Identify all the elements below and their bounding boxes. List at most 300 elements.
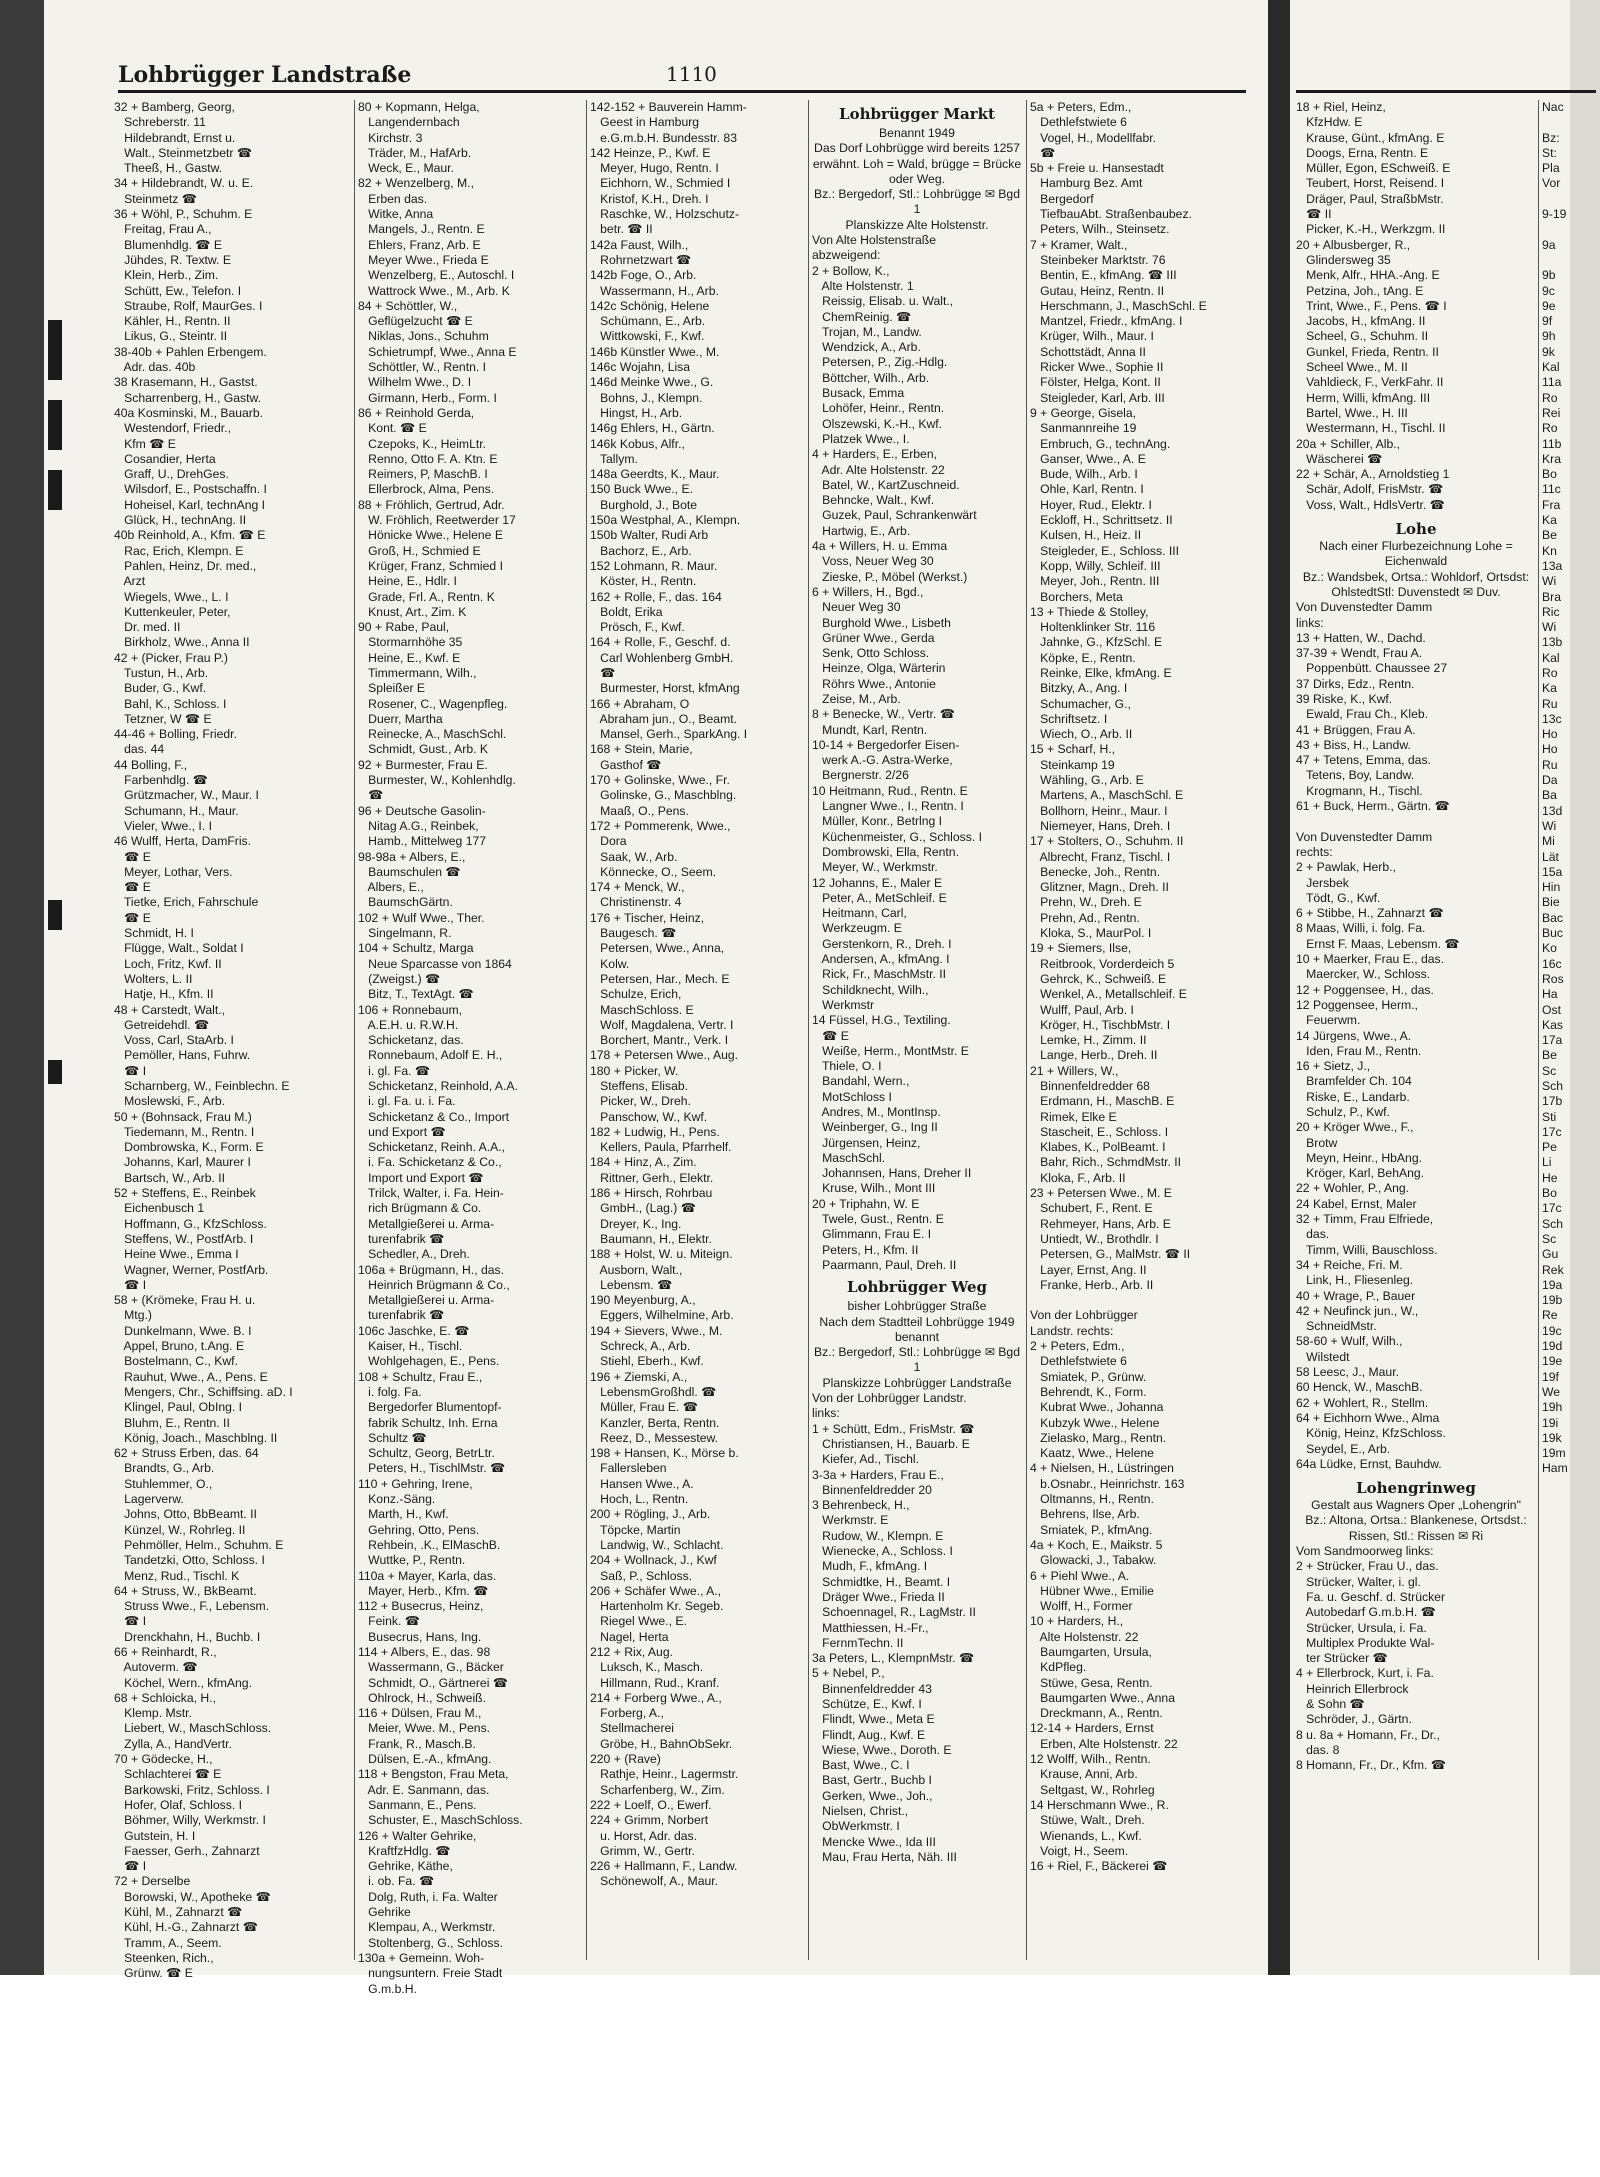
directory-entry: 50 + (Bohnsack, Frau M.) — [114, 1109, 252, 1124]
directory-entry: MaschSchl. — [812, 1150, 886, 1165]
directory-entry: Johannsen, Hans, Dreher II — [812, 1166, 972, 1181]
directory-entry: Multiplex Produkte Wal- — [1296, 1635, 1435, 1650]
directory-entry: Pe — [1542, 1140, 1557, 1155]
column-divider — [1026, 100, 1027, 1960]
directory-entry: 168 + Stein, Marie, — [590, 742, 693, 757]
directory-entry: Duerr, Martha — [358, 711, 443, 726]
directory-entry: Schulze, Erich, — [590, 987, 682, 1002]
directory-entry: Hönicke Wwe., Helene E — [358, 528, 503, 543]
directory-entry: 182 + Ludwig, H., Pens. — [590, 1124, 720, 1139]
directory-entry: Westendorf, Friedr., — [114, 421, 231, 436]
directory-entry: KfzHdw. E — [1296, 115, 1363, 130]
directory-entry: Kloka, S., MaurPol. I — [1030, 926, 1152, 941]
directory-entry: MotSchloss I — [812, 1089, 892, 1104]
directory-entry: Nitag A.G., Reinbek, — [358, 818, 479, 833]
directory-entry: 19 + Siemers, Ilse, — [1030, 941, 1132, 956]
directory-entry: 2 + Peters, Edm., — [1030, 1339, 1125, 1354]
directory-entry: Adr. Alte Holstenstr. 22 — [812, 462, 945, 477]
column-4 — [812, 100, 1022, 1960]
directory-entry: Prehn, Ad., Rentn. — [1030, 910, 1140, 925]
directory-entry: Spleißer E — [358, 681, 426, 696]
directory-entry: Scharnberg, W., Feinblechn. E — [114, 1079, 290, 1093]
directory-entry: Könnecke, O., Seem. — [590, 864, 716, 879]
directory-entry: Eckloff, H., Schrittsetz. II — [1030, 513, 1173, 528]
directory-entry: & Sohn ☎ — [1296, 1696, 1365, 1711]
directory-entry: Dräger, Paul, StraßbMstr. — [1296, 191, 1444, 206]
directory-entry: Wagner, Werner, PostfArb. — [114, 1262, 269, 1277]
directory-entry: Pahlen, Heinz, Dr. med., — [114, 558, 257, 573]
column-7-cropped — [1542, 100, 1572, 1960]
directory-entry: Teubert, Horst, Reisend. I — [1296, 176, 1445, 191]
directory-entry: Pemöller, Hans, Fuhrw. — [114, 1048, 251, 1063]
directory-entry: Ricker Wwe., Sophie II — [1030, 360, 1164, 375]
directory-entry: 19c — [1542, 1323, 1562, 1338]
directory-entry: Mayer, Herb., Kfm. ☎ — [358, 1583, 489, 1598]
directory-entry: Binnenfeldredder 43 — [812, 1681, 932, 1696]
directory-entry: 60 Henck, W., MaschB. — [1296, 1380, 1423, 1395]
directory-entry: 84 + Schöttler, W., — [358, 298, 458, 313]
directory-entry: Witke, Anna — [358, 207, 434, 222]
directory-entry: nungsuntern. Freie Stadt — [358, 1966, 503, 1981]
directory-entry: Da — [1542, 773, 1558, 788]
directory-entry: Wendzick, A., Arb. — [812, 340, 921, 355]
directory-entry: Behrens, Ilse, Arb. — [1030, 1507, 1140, 1522]
directory-entry: 20a + Schiller, Alb., — [1296, 436, 1400, 451]
directory-entry: Rohrnetzwart ☎ — [590, 252, 692, 267]
directory-entry: Krause, Anni, Arb. — [1030, 1767, 1138, 1782]
directory-entry: 142-152 + Bauverein Hamm- — [590, 100, 747, 114]
directory-entry: 61 + Buck, Herm., Gärtn. ☎ — [1296, 799, 1450, 814]
directory-entry: Gröbe, H., BahnObSekr. — [590, 1736, 733, 1751]
directory-entry: Burmester, Horst, kfmAng — [590, 681, 740, 696]
directory-entry: Jürgensen, Heinz, — [812, 1135, 921, 1150]
directory-entry: das. — [1296, 1227, 1330, 1242]
directory-entry: Erben das. — [358, 191, 428, 206]
directory-entry: Baumann, H., Elektr. — [590, 1231, 712, 1246]
directory-entry: 1 + Schütt, Edm., FrisMstr. ☎ — [812, 1421, 975, 1436]
directory-entry: Schümann, E., Arb. — [590, 314, 706, 329]
directory-entry: Schreck, A., Arb. — [590, 1339, 691, 1354]
directory-entry: Westermann, H., Tischl. II — [1296, 421, 1446, 436]
directory-entry: Klemp. Mstr. — [114, 1706, 192, 1721]
directory-entry: 12-14 + Harders, Ernst — [1030, 1721, 1154, 1736]
directory-entry: 226 + Hallmann, F., Landw. — [590, 1859, 738, 1874]
directory-entry: Busack, Emma — [812, 386, 905, 401]
directory-entry: Theeß, H., Gastw. — [114, 161, 223, 176]
directory-entry: Mundt, Karl, Rentn. — [812, 722, 928, 737]
directory-entry: Birkholz, Wwe., Anna II — [114, 635, 250, 650]
directory-entry: Borchers, Meta — [1030, 589, 1123, 604]
directory-entry: Albers, E., — [358, 880, 424, 895]
directory-entry: Paarmann, Paul, Dreh. II — [812, 1257, 957, 1272]
directory-entry: Steinkamp 19 — [1030, 757, 1115, 772]
directory-entry: 8 + Benecke, W., Vertr. ☎ — [812, 707, 955, 722]
column-1 — [114, 100, 350, 1981]
directory-entry: Schedler, A., Dreh. — [358, 1247, 470, 1262]
directory-entry: Niklas, Jons., Schuhm — [358, 329, 489, 344]
directory-entry: Renno, Otto F. A. Ktn. E — [358, 451, 498, 466]
directory-entry: 36 + Wöhl, P., Schuhm. E — [114, 207, 253, 222]
directory-entry: Bergnerstr. 2/26 — [812, 768, 909, 783]
directory-entry: 142a Faust, Wilh., — [590, 237, 689, 252]
directory-entry: 40a Kosminski, M., Bauarb. — [114, 405, 264, 420]
directory-entry: 146g Ehlers, H., Gärtn. — [590, 421, 715, 436]
directory-entry: 19a — [1542, 1277, 1563, 1292]
directory-entry: Frank, R., Masch.B. — [358, 1736, 476, 1751]
directory-entry: Mengers, Chr., Schiffsing. aD. I — [114, 1384, 293, 1399]
directory-entry — [1542, 192, 1572, 207]
directory-entry: 14 Füssel, H.G., Textiling. — [812, 1013, 951, 1028]
directory-entry: Gutstein, H. I — [114, 1828, 196, 1843]
directory-entry: Wiese, Wwe., Doroth. E — [812, 1742, 952, 1757]
directory-entry: Wiech, O., Arb. II — [1030, 727, 1133, 742]
directory-entry: FernmTechn. II — [812, 1635, 904, 1650]
directory-entry: Marth, H., Kwf. — [358, 1507, 449, 1522]
directory-entry: 17 + Stolters, O., Schuhm. II — [1030, 834, 1184, 849]
directory-entry: Menz, Rud., Tischl. K — [114, 1568, 240, 1583]
directory-entry: Neue Sparcasse von 1864 — [358, 956, 512, 971]
directory-entry: Schlachterei ☎ E — [114, 1767, 222, 1782]
directory-entry: Cosandier, Herta — [114, 451, 216, 466]
directory-entry: Bartel, Wwe., H. III — [1296, 405, 1408, 420]
directory-entry: 41 + Brüggen, Frau A. — [1296, 722, 1416, 737]
directory-entry: Bartsch, W., Arb. II — [114, 1170, 226, 1185]
directory-entry: Tetens, Boy, Landw. — [1296, 768, 1415, 783]
directory-entry: Tramm, A., Seem. — [114, 1935, 222, 1950]
directory-entry: Bramfelder Ch. 104 — [1296, 1074, 1412, 1089]
directory-entry: Seydel, E., Arb. — [1296, 1441, 1391, 1456]
directory-entry: Saß, P., Schloss. — [590, 1568, 693, 1583]
directory-entry: König, Heinz, KfzSchloss. — [1296, 1426, 1446, 1441]
directory-entry: Schär, Adolf, FrisMstr. ☎ — [1296, 482, 1444, 497]
directory-entry: Strücker, Ursula, i. Fa. — [1296, 1620, 1427, 1635]
directory-entry: Luksch, K., Masch. — [590, 1660, 704, 1675]
directory-entry: Wilsdorf, E., Postschaffn. I — [114, 482, 267, 497]
directory-entry: Flindt, Wwe., Meta E — [812, 1712, 935, 1727]
directory-entry: 6 + Piehl Wwe., A. — [1030, 1568, 1130, 1583]
directory-entry: Carl Wohlenberg GmbH. — [590, 650, 734, 665]
directory-entry: 80 + Kopmann, Helga, — [358, 100, 480, 114]
directory-entry: 152 Lohmann, R. Maur. — [590, 558, 718, 573]
directory-entry: Iden, Frau M., Rentn. — [1296, 1043, 1422, 1058]
directory-entry — [1030, 1293, 1252, 1308]
directory-entry: Wuttke, P., Rentn. — [358, 1553, 466, 1568]
directory-entry: Boldt, Erika — [590, 604, 663, 619]
directory-entry: 34 + Hildebrandt, W. u. E. — [114, 176, 254, 191]
directory-entry: Schicketanz, das. — [358, 1033, 464, 1048]
street-note: Bz.: Bergedorf, Stl.: Lohbrügge ✉ Bgd 1 — [813, 1345, 1020, 1375]
directory-entry: Be — [1542, 528, 1557, 543]
directory-entry: Appel, Bruno, t.Ang. E — [114, 1339, 245, 1354]
directory-entry: ☎ E — [114, 910, 151, 925]
directory-entry: Töpcke, Martin — [590, 1522, 681, 1537]
street-note: Nach einer Flurbezeichnung Lohe = Eichenwald — [1319, 539, 1513, 569]
directory-entry: Autoverm. ☎ — [114, 1660, 198, 1675]
directory-entry: 198 + Hansen, K., Mörse b. — [590, 1446, 739, 1461]
directory-entry: W. Fröhlich, Reetwerder 17 — [358, 513, 516, 528]
directory-entry: Heine, E., Kwf. E — [358, 650, 461, 665]
directory-entry: Brotw — [1296, 1135, 1338, 1150]
directory-entry: Platzek Wwe., I. — [812, 431, 910, 446]
directory-entry: 2 + Strücker, Frau U., das. — [1296, 1559, 1439, 1574]
directory-entry: rich Brügmann & Co. — [358, 1201, 482, 1216]
directory-entry: 42 + (Picker, Frau P.) — [114, 650, 228, 665]
directory-entry: ☎ I — [114, 1277, 147, 1292]
directory-entry: Sch — [1542, 1079, 1564, 1093]
directory-entry: Autobedarf G.m.b.H. ☎ — [1296, 1605, 1436, 1620]
directory-entry: 108 + Schultz, Frau E., — [358, 1369, 483, 1384]
directory-entry: Embruch, G., technAng. — [1030, 436, 1171, 451]
directory-entry: 150a Westphal, A., Klempn. — [590, 513, 741, 528]
directory-entry: 10 + Harders, H., — [1030, 1614, 1124, 1629]
directory-entry: Wi — [1542, 620, 1557, 635]
directory-entry: Vieler, Wwe., I. I — [114, 818, 212, 833]
directory-entry: Ronnebaum, Adolf E. H., — [358, 1048, 503, 1063]
directory-entry: 146c Wojahn, Lisa — [590, 360, 691, 375]
directory-entry: Tetzner, W ☎ E — [114, 711, 212, 726]
directory-entry: Köster, H., Rentn. — [590, 574, 697, 589]
directory-entry: Wulff, Paul, Arb. I — [1030, 1002, 1134, 1017]
directory-entry: links: — [1296, 615, 1324, 630]
directory-entry: Peters, H., TischlMstr. ☎ — [358, 1461, 506, 1476]
directory-entry: Wi — [1542, 818, 1557, 833]
directory-entry: 4a + Willers, H. u. Emma — [812, 539, 948, 554]
directory-entry: 8 u. 8a + Homann, Fr., Dr., — [1296, 1727, 1440, 1742]
directory-entry: Schoennagel, R., LagMstr. II — [812, 1605, 976, 1620]
directory-entry: 20 + Kröger Wwe., F., — [1296, 1120, 1414, 1135]
directory-entry: Tandetzki, Otto, Schloss. I — [114, 1553, 265, 1568]
directory-entry: Erben, Alte Holstenstr. 22 — [1030, 1736, 1178, 1751]
directory-entry: 19k — [1542, 1430, 1562, 1445]
directory-entry: Schildknecht, Wilh., — [812, 982, 929, 997]
directory-entry: Raschke, W., Holzschutz- — [590, 207, 739, 222]
directory-entry: 3a Peters, L., KlempnMstr. ☎ — [812, 1651, 975, 1666]
directory-entry: Dr. med. II — [114, 620, 181, 635]
directory-entry: Scheel Wwe., M. II — [1296, 360, 1408, 375]
directory-entry: Knust, Art., Zim. K — [358, 604, 467, 619]
directory-entry: Lät — [1542, 849, 1559, 864]
directory-entry: Hübner Wwe., Emilie — [1030, 1583, 1154, 1598]
directory-entry: 14 Herschmann Wwe., R. — [1030, 1797, 1169, 1812]
directory-entry: Wittkowski, F., Kwf. — [590, 329, 705, 344]
directory-entry: Heinrich Brügmann & Co., — [358, 1277, 510, 1292]
directory-entry: Petersen, G., MalMstr. ☎ II — [1030, 1247, 1191, 1262]
directory-entry: Meyer, Joh., Rentn. III — [1030, 574, 1160, 589]
directory-entry: Ohlrock, H., Schweiß. — [358, 1690, 486, 1705]
directory-entry: Ko — [1542, 941, 1557, 956]
directory-entry: 10-14 + Bergedorfer Eisen- — [812, 737, 960, 752]
directory-entry: 15 + Scharf, H., — [1030, 742, 1116, 757]
directory-entry: Schottstädt, Anna II — [1030, 344, 1146, 359]
directory-entry: G.m.b.H. — [358, 1981, 417, 1996]
header-rule-facing — [1296, 90, 1596, 93]
directory-entry: Batel, W., KartZuschneid. — [812, 477, 960, 492]
street-note: Gestalt aus Wagners Oper „Lohengrin" — [1311, 1498, 1521, 1513]
directory-entry: Bz: — [1542, 130, 1560, 145]
directory-entry: Bohns, J., Klempn. — [590, 390, 703, 405]
directory-entry: 126 + Walter Gehrike, — [358, 1828, 477, 1843]
directory-entry: Ost — [1542, 1002, 1561, 1017]
directory-entry: 82 + Wenzelberg, M., — [358, 176, 474, 191]
directory-entry: Blumenhdlg. ☎ E — [114, 237, 222, 252]
street-note: Bz.: Bergedorf, Stl.: Lohbrügge ✉ Bgd 1 — [813, 187, 1020, 217]
directory-entry: Ba — [1542, 788, 1557, 803]
directory-entry: KdPfleg. — [1030, 1660, 1087, 1675]
directory-entry: Schulz, P., Kwf. — [1296, 1105, 1390, 1119]
directory-entry: Kirchstr. 3 — [358, 130, 423, 145]
directory-entry: Buc — [1542, 926, 1564, 941]
directory-entry: und Export ☎ — [358, 1124, 446, 1139]
directory-entry: 9h — [1542, 329, 1556, 344]
directory-entry: 220 + (Rave) — [590, 1752, 661, 1767]
directory-entry: Untiedt, W., Brothdlr. I — [1030, 1231, 1159, 1246]
directory-entry: Kolw. — [590, 956, 630, 971]
directory-entry: 47 + Tetens, Emma, das. — [1296, 753, 1431, 768]
directory-entry: 39 Riske, K., Kwf. — [1296, 691, 1393, 706]
directory-entry: 184 + Hinz, A., Zim. — [590, 1155, 697, 1170]
directory-entry: Schröder, J., Gärtn. — [1296, 1712, 1412, 1727]
directory-entry: Bollhorn, Heinr., Maur. I — [1030, 803, 1168, 818]
directory-entry: Dethlefstwiete 6 — [1030, 115, 1127, 130]
directory-entry: Prehn, W., Dreh. E — [1030, 895, 1142, 910]
directory-entry: 9b — [1542, 268, 1556, 283]
directory-entry: Ro — [1542, 390, 1558, 405]
directory-entry: i. gl. Fa. ☎ — [358, 1063, 431, 1078]
directory-entry: Panschow, W., Kwf. — [590, 1109, 708, 1124]
directory-entry: Lemke, H., Zimm. II — [1030, 1033, 1147, 1048]
directory-entry: 58-60 + Wulf, Wilh., — [1296, 1334, 1403, 1349]
directory-entry: 98-98a + Albers, E., — [358, 849, 466, 864]
directory-entry: Lebensm. ☎ — [590, 1277, 673, 1292]
column-5 — [1030, 100, 1252, 1960]
directory-entry: ☎ E — [812, 1028, 849, 1043]
directory-entry: Ro — [1542, 665, 1558, 680]
directory-entry: abzweigend: — [812, 248, 881, 263]
directory-entry: turenfabrik ☎ — [358, 1231, 445, 1246]
directory-entry: Thiele, O. I — [812, 1059, 882, 1074]
directory-entry: Von der Lohbrügger — [1030, 1308, 1138, 1323]
directory-entry: Abraham jun., O., Beamt. — [590, 711, 737, 726]
directory-entry: Werkzeugm. E — [812, 921, 902, 936]
directory-entry: Jahnke, G., KfzSchl. E — [1030, 635, 1163, 650]
directory-entry: MaschSchloss. E — [590, 1002, 694, 1017]
directory-entry: Schütze, E., Kwf. I — [812, 1696, 922, 1711]
directory-entry: Binnenfeldredder 68 — [1030, 1079, 1150, 1093]
directory-entry: 162 + Rolle, F., das. 164 — [590, 589, 722, 604]
directory-entry: Peters, H., Kfm. II — [812, 1242, 919, 1257]
directory-entry: 8 Maas, Willi, i. folg. Fa. — [1296, 921, 1426, 936]
directory-entry: Nac — [1542, 100, 1564, 114]
directory-entry: Konz.-Säng. — [358, 1492, 436, 1507]
directory-entry: Poppenbütt. Chaussee 27 — [1296, 661, 1448, 676]
directory-entry: Vor — [1542, 176, 1561, 191]
directory-entry: turenfabrik ☎ — [358, 1308, 445, 1323]
directory-entry: 9e — [1542, 298, 1556, 313]
directory-entry: 106c Jaschke, E. ☎ — [358, 1323, 470, 1338]
directory-entry: Rei — [1542, 405, 1561, 420]
directory-entry: fabrik Schultz, Inh. Erna — [358, 1415, 498, 1430]
directory-entry: Geflügelzucht ☎ E — [358, 314, 473, 329]
directory-entry: Röhrs Wwe., Antonie — [812, 676, 936, 691]
directory-entry: Baumschulen ☎ — [358, 864, 461, 879]
directory-entry: 3 Behrenbeck, H., — [812, 1498, 910, 1513]
directory-entry: 5b + Freie u. Hansestadt — [1030, 161, 1164, 176]
directory-entry: 64 + Struss, W., BkBeamt. — [114, 1583, 257, 1598]
directory-entry: Stüwe, Walt., Dreh. — [1030, 1813, 1145, 1828]
directory-entry: Senk, Otto Schloss. — [812, 646, 930, 661]
directory-entry: Jacobs, H., kfmAng. II — [1296, 314, 1426, 329]
directory-entry: Stellmacherei — [590, 1721, 674, 1736]
directory-entry: ☎ I — [114, 1859, 147, 1874]
directory-entry: Smiatek, P., Grünw. — [1030, 1369, 1147, 1384]
directory-entry: Reimers, P, MaschB. I — [358, 467, 488, 482]
directory-entry: Voigt, H., Seem. — [1030, 1843, 1129, 1858]
directory-entry: 130a + Gemeinn. Woh- — [358, 1950, 485, 1965]
directory-entry: Grünw. ☎ E — [114, 1966, 193, 1981]
directory-entry: 176 + Tischer, Heinz, — [590, 910, 705, 925]
directory-entry: 178 + Petersen Wwe., Aug. — [590, 1048, 739, 1063]
directory-entry: Schumann, H., Maur. — [114, 803, 239, 818]
directory-entry: Stuhlemmer, O., — [114, 1476, 213, 1491]
directory-entry: Bitzky, A., Ang. I — [1030, 681, 1128, 696]
directory-entry: Zielasko, Marg., Rentn. — [1030, 1430, 1167, 1445]
directory-entry: 180 + Picker, W. — [590, 1063, 679, 1078]
directory-entry: 200 + Rögling, J., Arb. — [590, 1507, 711, 1522]
directory-entry: Kloka, F., Arb. II — [1030, 1170, 1126, 1185]
directory-entry: 166 + Abraham, O — [590, 696, 690, 711]
directory-entry: Landwig, W., Schlacht. — [590, 1537, 724, 1552]
directory-entry: BaumschGärtn. — [358, 895, 453, 910]
directory-entry: Schumacher, G., — [1030, 696, 1131, 711]
directory-entry: Hoch, L., Rentn. — [590, 1492, 689, 1507]
directory-entry: Kubzyk Wwe., Helene — [1030, 1415, 1160, 1430]
directory-entry: Künzel, W., Rohrleg. II — [114, 1522, 246, 1537]
directory-entry: Ehlers, Franz, Arb. E — [358, 237, 481, 252]
directory-entry: 9f — [1542, 314, 1553, 329]
directory-entry: Kiefer, Ad., Tischl. — [812, 1452, 920, 1467]
directory-entry: Busecrus, Hans, Ing. — [358, 1629, 482, 1644]
directory-entry: 19d — [1542, 1339, 1563, 1354]
directory-entry: Tiedemann, M., Rentn. I — [114, 1124, 255, 1139]
directory-entry: 19h — [1542, 1400, 1563, 1415]
directory-entry: Kaatz, Wwe., Helene — [1030, 1446, 1154, 1461]
directory-entry: 92 + Burmester, Frau E. — [358, 757, 488, 772]
directory-entry: Sc — [1542, 1063, 1557, 1078]
directory-entry: Seltgast, W., Rohrleg — [1030, 1782, 1155, 1797]
directory-entry: Hofer, Olaf, Schloss. I — [114, 1797, 243, 1812]
directory-entry: Ellerbrock, Alma, Pens. — [358, 482, 495, 497]
directory-entry: Meier, Wwe. M., Pens. — [358, 1721, 491, 1736]
directory-entry: Bentin, E., kfmAng. ☎ III — [1030, 268, 1177, 283]
directory-entry: Wiegels, Wwe., L. I — [114, 589, 229, 604]
directory-entry: 6 + Willers, H., Bgd., — [812, 584, 924, 599]
directory-entry: Sti — [1542, 1109, 1557, 1124]
directory-entry — [1542, 253, 1572, 268]
directory-entry: Grüner Wwe., Gerda — [812, 630, 935, 645]
directory-entry: 9c — [1542, 283, 1555, 298]
directory-entry: Hingst, H., Arb. — [590, 405, 683, 420]
directory-entry: Moslewski, F., Arb. — [114, 1094, 226, 1109]
directory-entry: ☎ I — [114, 1614, 147, 1629]
directory-entry: Steinmetz ☎ — [114, 191, 197, 206]
directory-entry: 142c Schönig, Helene — [590, 298, 710, 313]
directory-entry: Steenken, Rich., — [114, 1950, 214, 1965]
directory-entry: 46 Wulff, Herta, DamFris. — [114, 834, 252, 849]
directory-entry: Langendernbach — [358, 115, 460, 130]
directory-entry: 44-46 + Bolling, Friedr. — [114, 727, 237, 742]
directory-entry: Barkowski, Fritz, Schloss. I — [114, 1782, 270, 1797]
directory-entry: Lagerverw. — [114, 1492, 184, 1507]
